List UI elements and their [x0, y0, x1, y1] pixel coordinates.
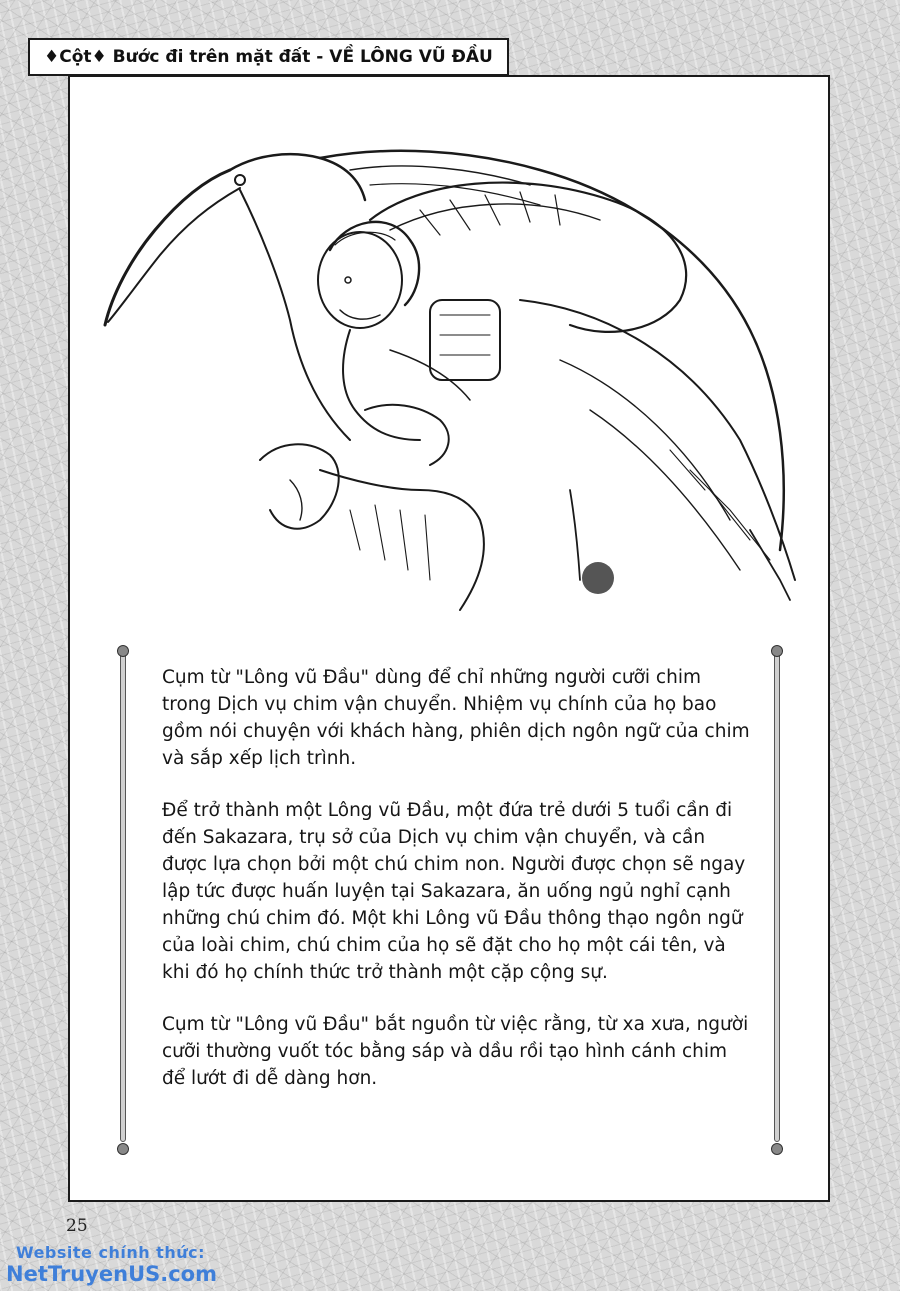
text-panel [118, 640, 782, 1160]
panel-bar-left [120, 652, 126, 1142]
watermark-label: Website chính thức: [16, 1243, 205, 1262]
article-paragraph: Để trở thành một Lông vũ Đầu, một đứa trẻ dưới 5 tuổi cần đi đến Sakazara, trụ sở của Dịch vụ chim vận chuyển, và cần được lựa chọn bởi một chú chim non. Người được chọn sẽ ngay lập tức được huấn luyện tại Sakazara, ăn uống ngủ nghỉ cạnh những chú chim đó. Một khi Lông vũ Đầu thông thạo ngôn ngữ của loài chim, chú chim của họ sẽ đặt cho họ một cái tên, và khi đó họ chính thức trở thành một cặp cộng sự. [162, 800, 746, 983]
article-paragraph: Cụm từ "Lông vũ Đầu" bắt nguồn từ việc rằng, từ xa xưa, người cưỡi thường vuốt tóc bằng sáp và dầu rồi tạo hình cánh chim để lướt đi dễ dàng hơn. [162, 1014, 749, 1089]
panel-bar-right [774, 652, 780, 1142]
panel-knob-icon [771, 645, 783, 657]
page-title-text: ♦Cột♦ Bước đi trên mặt đất - VỀ LÔNG VŨ ĐẦU [44, 47, 493, 67]
panel-knob-icon [117, 645, 129, 657]
ink-blot [582, 562, 614, 594]
page-number: 25 [66, 1216, 88, 1236]
page-title [28, 38, 509, 76]
bird-rider-illustration [90, 110, 810, 630]
panel-knob-icon [771, 1143, 783, 1155]
article-body [162, 664, 752, 1117]
watermark-site-link[interactable]: NetTruyenUS.com [6, 1262, 217, 1286]
panel-knob-icon [117, 1143, 129, 1155]
article-paragraph: Cụm từ "Lông vũ Đầu" dùng để chỉ những người cưỡi chim trong Dịch vụ chim vận chuyển. Nhiệm vụ chính của họ bao gồm nói chuyện với khách hàng, phiên dịch ngôn ngữ của chim và sắp xếp lịch trình. [162, 667, 750, 769]
